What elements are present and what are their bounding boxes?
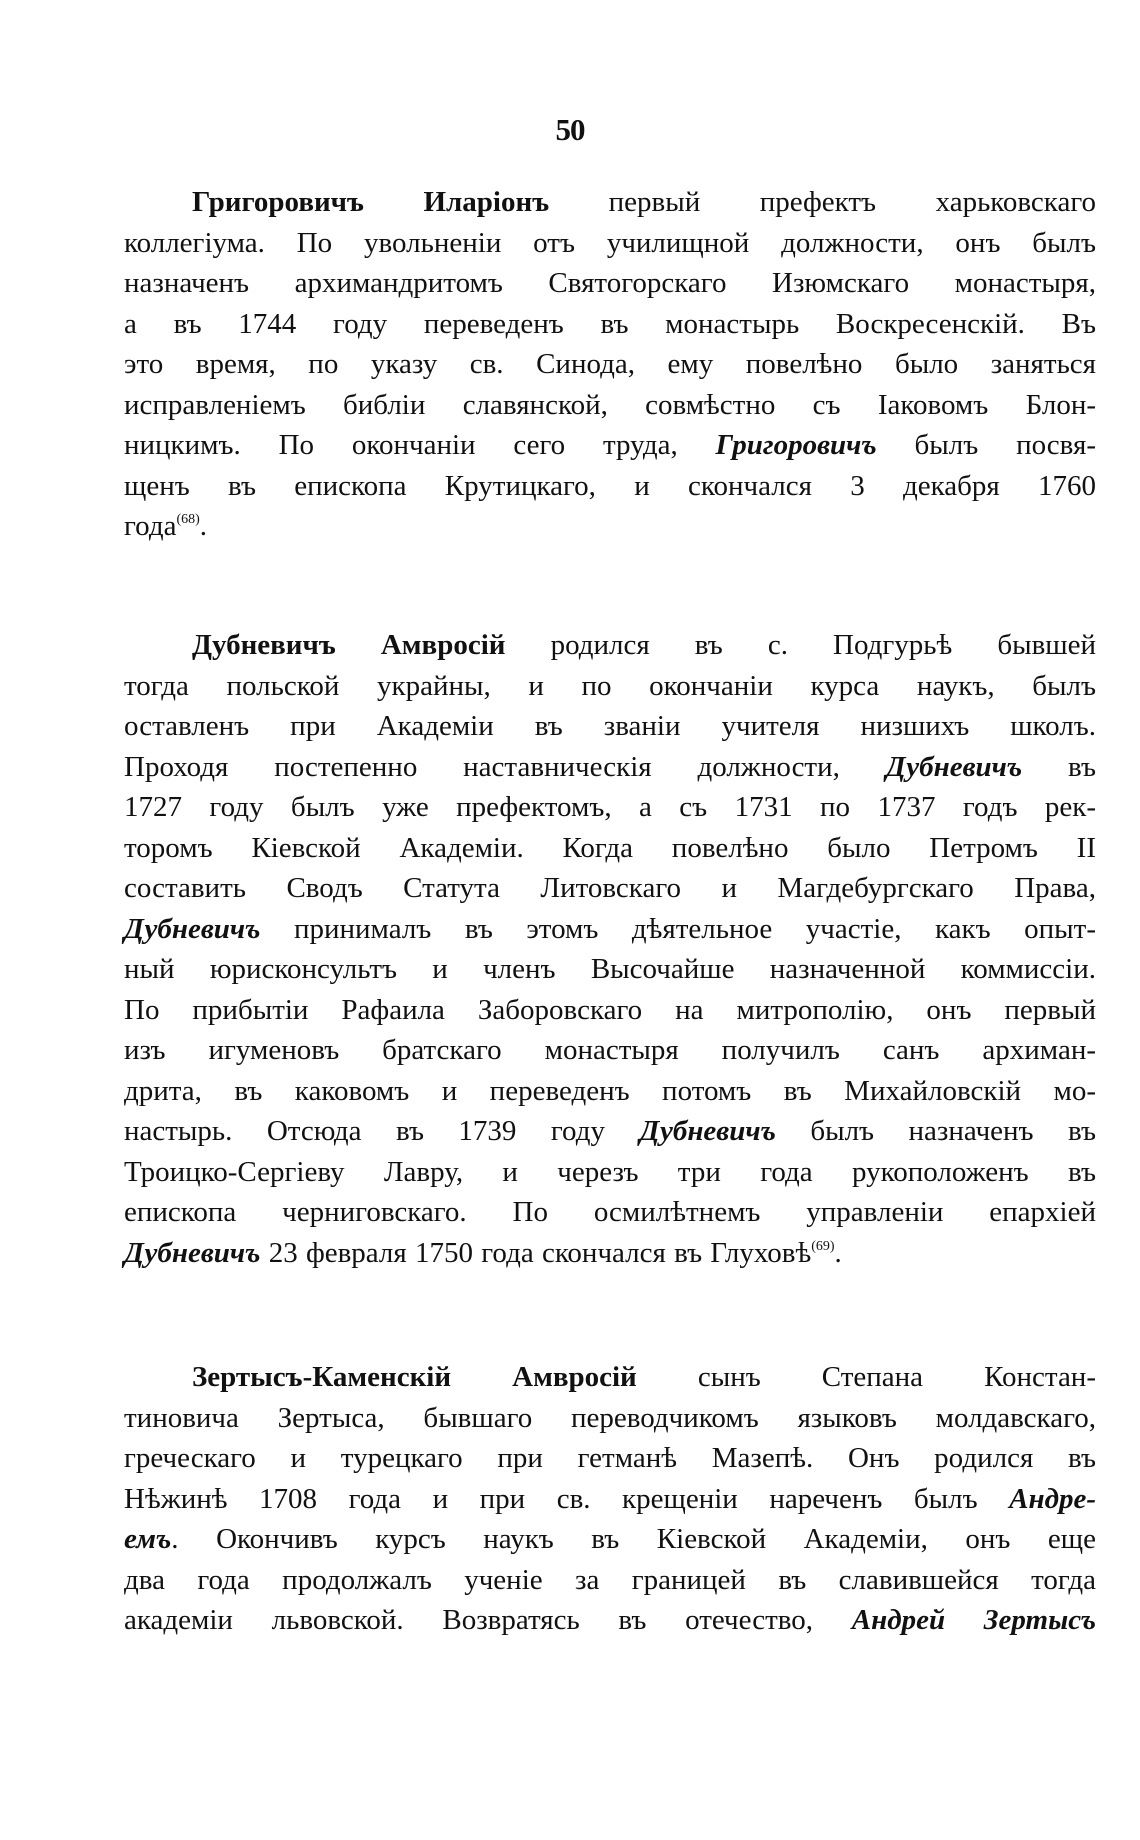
text-line: а въ 1744 году переведенъ въ монастырь Воскресенскій. Въ (124, 307, 1096, 340)
italic-name: Дубневичъ (885, 750, 1023, 783)
text-line: оставленъ при Академіи въ званіи учителя низшихъ школъ. (124, 710, 1096, 742)
entry-heading-name: Григоровичъ Иларіонъ (192, 186, 550, 218)
italic-name: Андрей Зертысъ (851, 1604, 1096, 1636)
text-line: емъ. Окончивъ курсъ наукъ въ Кіевской Академіи, онъ еще (124, 1523, 1096, 1555)
text-line: Дубневичъ 23 февраля 1750 года скончался въ Глуховѣ$^{(69)}$. (124, 1236, 842, 1269)
italic-name: емъ (124, 1523, 172, 1555)
italic-name: Григоровичъ (715, 429, 877, 461)
text-line: торомъ Кіевской Академіи. Когда повелѣно было Петромъ II (124, 831, 1096, 864)
text-line: Зертысъ-Каменскій Амвросій сынъ Степана Констан- (192, 1361, 1096, 1393)
footnote-ref[interactable]: (68) (176, 512, 200, 527)
text-line: академіи львовской. Возвратясь въ отечество, Андрей Зертысъ (124, 1604, 1096, 1636)
text-line: греческаго и турецкаго при гетманѣ Мазепѣ. Онъ родился въ (124, 1442, 1096, 1474)
italic-name: Дубневичъ (639, 1115, 776, 1147)
text-line: тиновича Зертыса, бывшаго переводчикомъ языковъ молдавскаго, (124, 1401, 1096, 1434)
italic-name: Дубневичъ (124, 1236, 261, 1269)
text-line: Григоровичъ Иларіонъ первый префектъ харьковскаго (192, 186, 1096, 218)
text-line: епископа черниговскаго. По осмилѣтнемъ управленіи епархіей (124, 1196, 1096, 1228)
text-line: это время, по указу св. Синода, ему повелѣно было заняться (124, 348, 1096, 380)
text-line: щенъ въ епископа Крутицкаго, и скончался 3 декабря 1760 (124, 469, 1096, 502)
text-line: ный юрисконсультъ и членъ Высочайше назначенной коммиссіи. (124, 953, 1096, 985)
text-line: два года продолжалъ ученіе за границей въ славившейся тогда (124, 1563, 1096, 1596)
text-line: ницкимъ. По окончаніи сего труда, Григоровичъ былъ посвя- (124, 429, 1096, 461)
text-line: Проходя постепенно наставническія должности, Дубневичъ въ (124, 750, 1096, 783)
italic-name: Дубневичъ (124, 912, 261, 945)
text-line: составить Сводъ Статута Литовскаго и Магдебургскаго Права, (124, 872, 1096, 904)
text-line: Дубневичъ принималъ въ этомъ дѣятельное участіе, какъ опыт- (124, 912, 1096, 945)
text-line: Троицко-Сергіеву Лавру, и черезъ три года рукоположенъ въ (124, 1155, 1096, 1188)
italic-name: Андре- (1009, 1482, 1096, 1515)
text-line: тогда польской украйны, и по окончаніи курса наукъ, былъ (124, 669, 1096, 702)
text-line: Дубневичъ Амвросій родился въ с. Подгурьѣ бывшей (192, 629, 1097, 661)
text-line: года$^{(68)}$. (124, 510, 208, 542)
text-line: 1727 году былъ уже префектомъ, а съ 1731 по 1737 годъ рек- (124, 791, 1096, 823)
text-line: настырь. Отсюда въ 1739 году Дубневичъ былъ назначенъ въ (124, 1115, 1096, 1147)
text-line: дрита, въ каковомъ и переведенъ потомъ въ Михайловскій мо- (124, 1074, 1096, 1107)
text-line: Нѣжинѣ 1708 года и при св. крещеніи нареченъ былъ Андре- (124, 1482, 1096, 1515)
footnote-ref[interactable]: (69) (811, 1238, 835, 1254)
entry-grigorovich (124, 182, 1096, 547)
entry-heading-name: Зертысъ-Каменскій Амвросій (192, 1361, 637, 1393)
text-line: исправленіемъ библіи славянской, совмѣстно съ Іаковомъ Блон- (124, 388, 1096, 421)
text-line: изъ игуменовъ братскаго монастыря получилъ санъ архиман- (124, 1034, 1096, 1066)
text-line: По прибытіи Рафаила Заборовскаго на митрополію, онъ первый (124, 993, 1096, 1026)
entry-zertys (124, 1357, 1096, 1641)
entry-heading-name: Дубневичъ Амвросій (192, 629, 506, 661)
text-line: назначенъ архимандритомъ Святогорскаго Изюмскаго монастыря, (124, 267, 1096, 299)
text-line: коллегіума. По увольненіи отъ училищной должности, онъ былъ (124, 226, 1096, 259)
entry-dubnevich (124, 625, 1096, 1273)
page-number: 50 (555, 112, 585, 147)
